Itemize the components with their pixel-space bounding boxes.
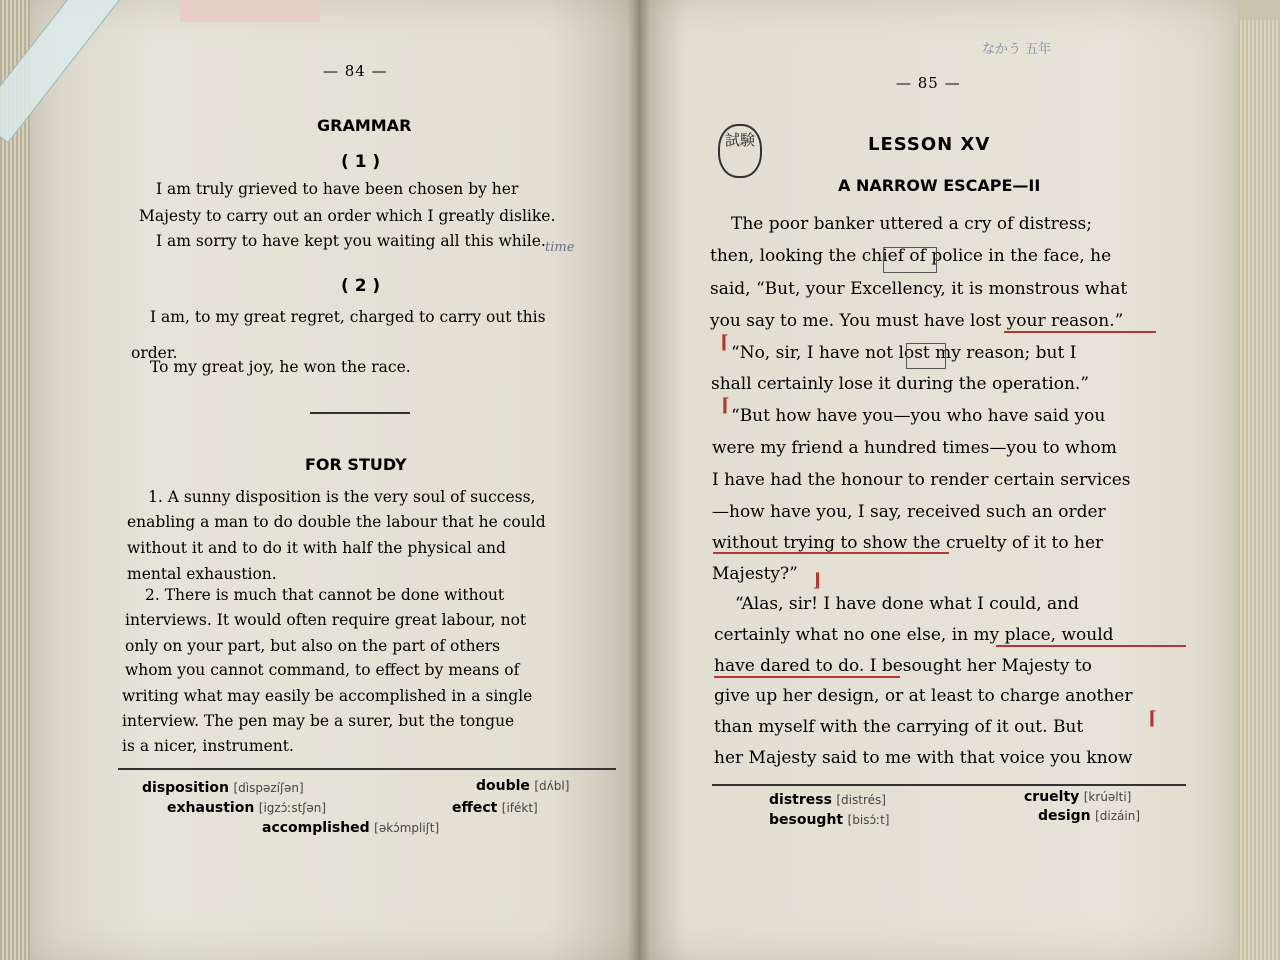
- page-number-right: — 85 —: [896, 74, 961, 92]
- lesson-line: have dared to do. I besought her Majesty to: [714, 656, 1092, 676]
- book-gutter: [628, 0, 650, 960]
- left-page: [30, 0, 638, 960]
- vocab-entry: double [dʌ́bl]: [476, 778, 570, 794]
- red-underline: [714, 676, 900, 678]
- lesson-line: you say to me. You must have lost your reason.”: [710, 311, 1124, 331]
- vocab-entry: exhaustion [igzɔ́ːstʃən]: [167, 800, 327, 816]
- vocab-entry: distress [distrés]: [769, 792, 886, 808]
- lesson-line: “No, sir, I have not lost my reason; but I: [731, 343, 1077, 363]
- study-line: 2. There is much that cannot be done without: [145, 586, 505, 604]
- vocab-entry: accomplished [əkɔ́mpliʃt]: [262, 820, 440, 836]
- page-number-left: — 84 —: [323, 62, 388, 80]
- study-line: interview. The pen may be a surer, but the tongue: [122, 712, 515, 730]
- grammar-heading: GRAMMAR: [317, 116, 412, 135]
- study-line: whom you cannot command, to effect by means of: [125, 661, 520, 679]
- study-line: enabling a man to do double the labour that he could: [127, 513, 546, 531]
- divider: [310, 412, 410, 414]
- grammar-line: I am truly grieved to have been chosen by her: [156, 180, 519, 198]
- vocab-entry: effect [ifékt]: [452, 800, 538, 816]
- annotation-box: [883, 247, 937, 273]
- grammar-line: order.: [131, 344, 178, 362]
- vocab-entry: disposition [dìspəzíʃən]: [142, 780, 304, 796]
- lesson-line: than myself with the carrying of it out. But: [714, 717, 1084, 737]
- red-bracket-mark: ⌋: [813, 570, 822, 591]
- red-bracket-mark: ⌈: [720, 332, 729, 353]
- study-line: only on your part, but also on the part of others: [125, 637, 501, 655]
- vocab-entry: cruelty [krúəlti]: [1024, 789, 1132, 805]
- lesson-line: her Majesty said to me with that voice you know: [714, 748, 1133, 768]
- lesson-line: —how have you, I say, received such an order: [712, 502, 1106, 522]
- for-study-heading: FOR STUDY: [305, 455, 407, 474]
- vocab-rule-right: [712, 784, 1186, 786]
- vocab-entry: besought [bisɔ́ːt]: [769, 812, 890, 828]
- study-line: interviews. It would often require great labour, not: [125, 611, 527, 629]
- study-line: mental exhaustion.: [127, 565, 277, 583]
- study-line: without it and to do it with half the physical and: [127, 539, 506, 557]
- paper-tab: [180, 0, 320, 22]
- lesson-line: I have had the honour to render certain services: [712, 470, 1131, 490]
- section1-label: ( 1 ): [341, 152, 381, 172]
- study-line: writing what may easily be accomplished in a single: [122, 687, 533, 705]
- lesson-line: “Alas, sir! I have done what I could, and: [735, 594, 1079, 614]
- vocab-rule-left: [118, 768, 616, 770]
- pencil-note-left: time: [545, 240, 575, 255]
- lesson-heading: LESSON XV: [868, 134, 991, 155]
- pencil-note-right: なかう 五年: [982, 42, 1052, 57]
- red-underline: [996, 645, 1186, 647]
- lesson-line: Majesty?”: [712, 564, 798, 584]
- grammar-line: I am, to my great regret, charged to carry out this: [150, 308, 546, 326]
- grammar-line: Majesty to carry out an order which I greatly dislike.: [139, 207, 556, 225]
- red-bracket-mark: ⌈: [1148, 708, 1157, 729]
- study-line: is a nicer, instrument.: [122, 737, 294, 755]
- lesson-line: said, “But, your Excellency, it is monstrous what: [710, 279, 1128, 299]
- exam-stamp: 試験: [718, 124, 762, 178]
- lesson-line: shall certainly lose it during the operation.”: [711, 374, 1089, 394]
- lesson-subtitle: A NARROW ESCAPE—II: [838, 176, 1041, 195]
- lesson-line: were my friend a hundred times—you to whom: [712, 438, 1117, 458]
- study-line: 1. A sunny disposition is the very soul of success,: [148, 488, 536, 506]
- annotation-box: [906, 343, 946, 369]
- lesson-line: The poor banker uttered a cry of distress;: [731, 214, 1093, 234]
- grammar-line: To my great joy, he won the race.: [150, 358, 411, 376]
- red-underline: [1004, 331, 1156, 333]
- lesson-line: “But how have you—you who have said you: [731, 406, 1106, 426]
- red-underline: [713, 552, 949, 554]
- section2-label: ( 2 ): [341, 276, 381, 296]
- lesson-line: without trying to show the cruelty of it to her: [712, 533, 1104, 553]
- grammar-line: I am sorry to have kept you waiting all this while.: [156, 232, 546, 250]
- vocab-entry: design [dizáin]: [1038, 808, 1140, 824]
- red-bracket-mark: ⌈: [721, 395, 730, 416]
- lesson-line: give up her design, or at least to charge another: [714, 686, 1133, 706]
- lesson-line: then, looking the chief of police in the face, he: [710, 246, 1112, 266]
- lesson-line: certainly what no one else, in my place, would: [714, 625, 1114, 645]
